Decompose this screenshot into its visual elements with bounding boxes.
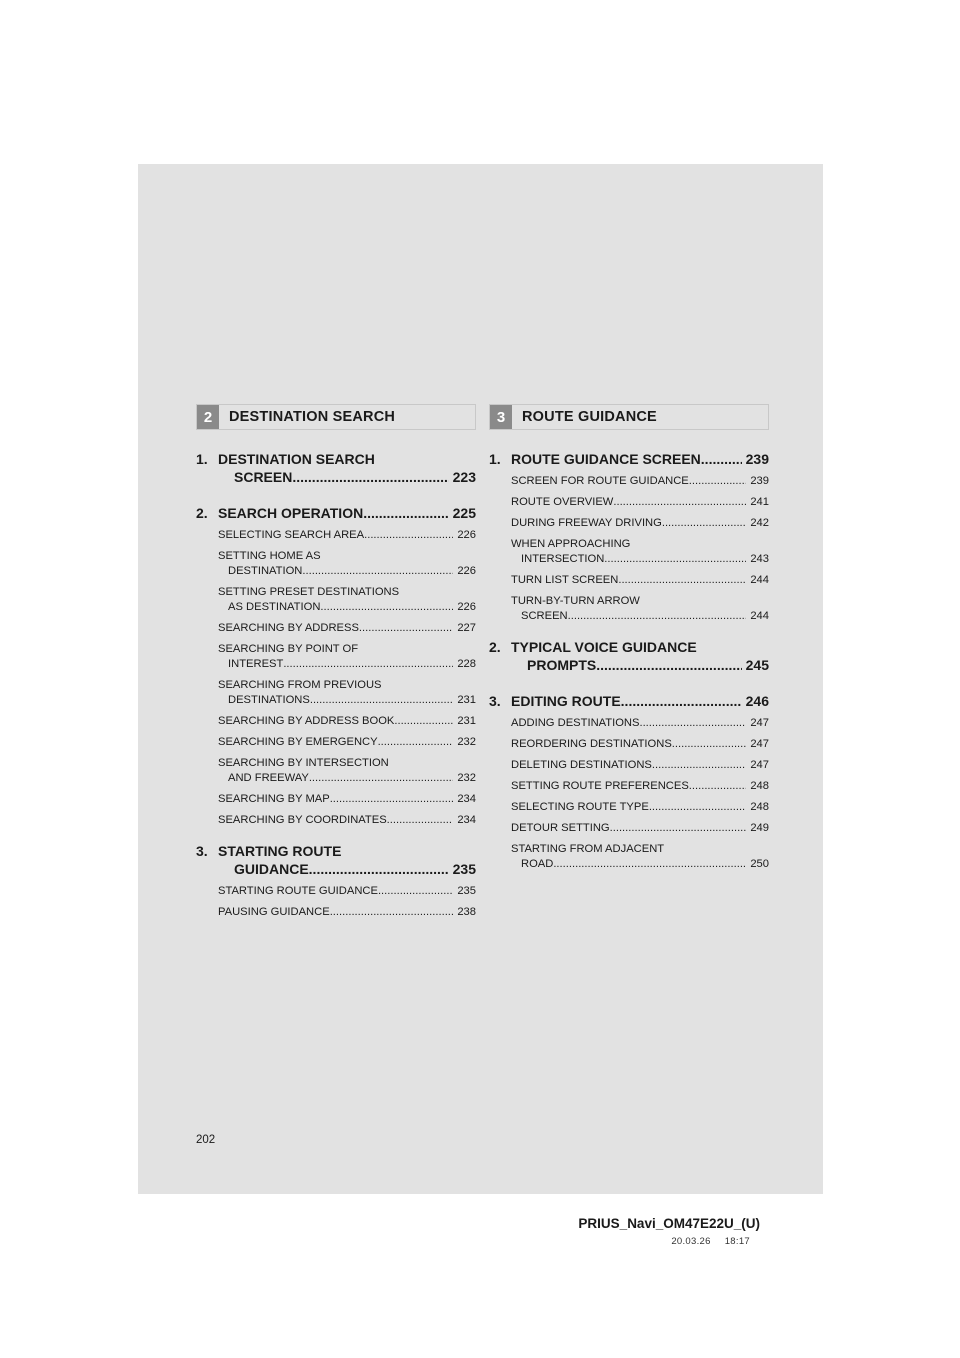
chapter-line <box>489 450 769 468</box>
document-time: 18:17 <box>724 1236 750 1247</box>
leader-dots <box>639 716 746 731</box>
subentry-page: 247 <box>750 717 769 729</box>
leader-dots <box>621 692 742 710</box>
chapter-line <box>489 638 769 656</box>
subentry-line <box>511 779 769 794</box>
leader-dots <box>310 693 453 708</box>
chapter-title: ROUTE GUIDANCE SCREEN <box>511 451 701 467</box>
toc-subentry[interactable] <box>218 813 476 828</box>
toc-subentry[interactable] <box>218 678 476 708</box>
subentry-title-continued: SCREEN <box>521 610 568 622</box>
subentry-line <box>218 657 476 672</box>
subentry-title: DETOUR SETTING <box>511 822 610 834</box>
subentry-line <box>511 552 769 567</box>
subentry-title: STARTING ROUTE GUIDANCE <box>218 885 378 897</box>
leader-dots <box>610 821 747 836</box>
subentry-line <box>218 678 476 693</box>
document-id: PRIUS_Navi_OM47E22U_(U) <box>578 1216 760 1231</box>
subentry-title: STARTING FROM ADJACENT <box>511 843 665 855</box>
chapter-title-continued: GUIDANCE <box>234 861 309 877</box>
chapter-title: TYPICAL VOICE GUIDANCE <box>511 639 697 655</box>
toc-chapter-entry[interactable] <box>489 638 769 674</box>
chapter-number: 1. <box>196 451 208 467</box>
toc-subentry[interactable] <box>218 735 476 750</box>
toc-subentry[interactable] <box>218 549 476 579</box>
chapter-title: SEARCH OPERATION <box>218 505 364 521</box>
subentry-page: 239 <box>750 475 769 487</box>
subentry-title: SEARCHING BY ADDRESS <box>218 622 359 634</box>
subentry-page: 238 <box>457 906 476 918</box>
leader-dots <box>613 495 746 510</box>
leader-dots <box>553 857 746 872</box>
toc-chapter-entry[interactable] <box>196 842 476 878</box>
subentry-title-continued: DESTINATION <box>228 565 303 577</box>
subentry-title: WHEN APPROACHING <box>511 538 631 550</box>
chapter-page: 225 <box>452 505 476 521</box>
subentry-title-continued: DESTINATIONS <box>228 694 310 706</box>
subentry-title: SELECTING ROUTE TYPE <box>511 801 649 813</box>
subentry-page: 231 <box>457 694 476 706</box>
subentry-line <box>511 573 769 588</box>
toc-subentry[interactable] <box>218 714 476 729</box>
toc-subentry[interactable] <box>511 573 769 588</box>
toc-subentry[interactable] <box>511 516 769 531</box>
chapter-title-text <box>218 504 476 522</box>
document-timestamp <box>671 1236 750 1247</box>
chapter-title-text <box>234 468 476 486</box>
leader-dots <box>330 792 454 807</box>
leader-dots <box>672 737 747 752</box>
toc-subentry[interactable] <box>218 792 476 807</box>
chapter-page: 235 <box>452 861 476 877</box>
toc-subentry[interactable] <box>218 585 476 615</box>
toc-column-destination-search <box>196 404 476 934</box>
toc-subentry[interactable] <box>511 800 769 815</box>
subentry-title: DELETING DESTINATIONS <box>511 759 652 771</box>
toc-subentry[interactable] <box>511 842 769 872</box>
leader-dots <box>309 771 454 786</box>
chapter-line <box>196 450 476 468</box>
document-date: 20.03.26 <box>671 1236 711 1247</box>
toc-subentry[interactable] <box>511 758 769 773</box>
leader-dots <box>363 504 448 522</box>
chapter-line <box>196 468 476 486</box>
chapter-title-continued: SCREEN <box>234 469 293 485</box>
subentry-line <box>218 564 476 579</box>
section-number-badge: 3 <box>490 405 512 429</box>
subentry-page: 247 <box>750 759 769 771</box>
leader-dots <box>394 714 453 729</box>
leader-dots <box>302 564 453 579</box>
leader-dots <box>649 800 747 815</box>
subentry-title: SCREEN FOR ROUTE GUIDANCE <box>511 475 689 487</box>
chapter-page: 223 <box>452 469 476 485</box>
leader-dots <box>701 450 742 468</box>
subentry-line <box>511 609 769 624</box>
subentry-title: TURN LIST SCREEN <box>511 574 619 586</box>
subentry-title: SETTING ROUTE PREFERENCES <box>511 780 689 792</box>
subentry-page: 235 <box>457 885 476 897</box>
subentry-line <box>511 594 769 609</box>
subentry-line <box>511 857 769 872</box>
subentry-page: 227 <box>457 622 476 634</box>
subentry-title: SEARCHING BY MAP <box>218 793 330 805</box>
chapter-page: 245 <box>745 657 769 673</box>
subentry-page: 249 <box>750 822 769 834</box>
chapter-number: 3. <box>196 843 208 859</box>
subentry-title: SEARCHING BY COORDINATES <box>218 814 387 826</box>
toc-subentries <box>218 884 476 920</box>
chapter-line <box>196 842 476 860</box>
leader-dots <box>330 905 454 920</box>
chapter-title-text <box>218 842 476 860</box>
toc-subentry[interactable] <box>218 528 476 543</box>
leader-dots <box>596 656 741 674</box>
subentry-line <box>511 842 769 857</box>
leader-dots <box>618 573 746 588</box>
section-title: ROUTE GUIDANCE <box>522 409 657 425</box>
subentry-line <box>511 516 769 531</box>
subentry-line <box>511 737 769 752</box>
leader-dots <box>689 474 747 489</box>
toc-subentry[interactable] <box>511 474 769 489</box>
chapter-line <box>489 656 769 674</box>
subentry-page: 242 <box>750 517 769 529</box>
subentry-line <box>511 495 769 510</box>
chapter-title: EDITING ROUTE <box>511 693 621 709</box>
toc-subentry[interactable] <box>218 884 476 899</box>
subentry-title-continued: AS DESTINATION <box>228 601 321 613</box>
subentry-title: PAUSING GUIDANCE <box>218 906 330 918</box>
subentry-title: REORDERING DESTINATIONS <box>511 738 672 750</box>
subentry-line <box>218 642 476 657</box>
subentry-page: 232 <box>457 772 476 784</box>
leader-dots <box>662 516 746 531</box>
page-number: 202 <box>196 1134 216 1146</box>
leader-dots <box>364 528 453 543</box>
toc-subentries <box>511 474 769 624</box>
chapter-number: 3. <box>489 693 501 709</box>
toc-subentry[interactable] <box>511 779 769 794</box>
subentry-page: 228 <box>457 658 476 670</box>
toc-entries <box>196 450 476 920</box>
toc-subentry[interactable] <box>511 594 769 624</box>
subentry-page: 226 <box>457 601 476 613</box>
chapter-title-text <box>511 638 769 656</box>
chapter-title-text <box>218 450 476 468</box>
toc-chapter-entry[interactable] <box>489 692 769 710</box>
subentry-title: SEARCHING BY INTERSECTION <box>218 757 389 769</box>
subentry-title: TURN-BY-TURN ARROW <box>511 595 640 607</box>
chapter-title-text <box>234 860 476 878</box>
leader-dots <box>568 609 747 624</box>
toc-subentry[interactable] <box>511 737 769 752</box>
subentry-line <box>511 537 769 552</box>
subentry-line <box>218 600 476 615</box>
subentry-line <box>511 821 769 836</box>
toc-subentry[interactable] <box>511 495 769 510</box>
subentry-page: 226 <box>457 565 476 577</box>
toc-subentry[interactable] <box>218 756 476 786</box>
subentry-line <box>218 549 476 564</box>
leader-dots <box>359 621 453 636</box>
subentry-title: SEARCHING FROM PREVIOUS <box>218 679 382 691</box>
toc-chapter-entry[interactable] <box>489 450 769 468</box>
subentry-page: 243 <box>750 553 769 565</box>
subentry-line <box>218 693 476 708</box>
subentry-title: SELECTING SEARCH AREA <box>218 529 365 541</box>
subentry-title: SETTING HOME AS <box>218 550 321 562</box>
leader-dots <box>652 758 746 773</box>
subentry-line <box>218 905 476 920</box>
toc-subentries <box>218 528 476 828</box>
leader-dots <box>378 735 454 750</box>
subentry-title: ROUTE OVERVIEW <box>511 496 614 508</box>
subentry-line <box>218 735 476 750</box>
subentry-title: SETTING PRESET DESTINATIONS <box>218 586 400 598</box>
subentry-line <box>218 813 476 828</box>
toc-entries <box>489 450 769 872</box>
toc-subentry[interactable] <box>218 642 476 672</box>
subentry-title-continued: INTEREST <box>228 658 284 670</box>
chapter-line <box>489 692 769 710</box>
chapter-title-continued: PROMPTS <box>527 657 597 673</box>
subentry-line <box>218 884 476 899</box>
toc-column-route-guidance <box>489 404 769 886</box>
leader-dots <box>309 860 449 878</box>
subentry-line <box>511 800 769 815</box>
toc-subentry[interactable] <box>511 821 769 836</box>
subentry-page: 248 <box>750 801 769 813</box>
chapter-line <box>196 860 476 878</box>
leader-dots <box>292 468 448 486</box>
toc-subentry[interactable] <box>218 621 476 636</box>
subentry-title-continued: AND FREEWAY <box>228 772 309 784</box>
toc-subentry[interactable] <box>511 537 769 567</box>
subentry-line <box>218 714 476 729</box>
subentry-line <box>218 585 476 600</box>
leader-dots <box>387 813 454 828</box>
subentry-line <box>218 792 476 807</box>
subentry-title-continued: ROAD <box>521 858 554 870</box>
subentry-line <box>218 621 476 636</box>
subentry-page: 250 <box>750 858 769 870</box>
subentry-title: SEARCHING BY EMERGENCY <box>218 736 378 748</box>
section-header <box>489 404 769 430</box>
toc-subentry[interactable] <box>511 716 769 731</box>
subentry-page: 248 <box>750 780 769 792</box>
subentry-line <box>511 474 769 489</box>
subentry-line <box>218 771 476 786</box>
section-header <box>196 404 476 430</box>
chapter-title-text <box>527 656 769 674</box>
subentry-page: 231 <box>457 715 476 727</box>
chapter-line <box>196 504 476 522</box>
chapter-title-text <box>511 450 769 468</box>
subentry-page: 244 <box>750 574 769 586</box>
chapter-number: 2. <box>489 639 501 655</box>
subentry-page: 234 <box>457 814 476 826</box>
subentry-page: 244 <box>750 610 769 622</box>
leader-dots <box>320 600 453 615</box>
subentry-page: 241 <box>750 496 769 508</box>
subentry-page: 226 <box>457 529 476 541</box>
subentry-line <box>218 756 476 771</box>
subentry-line <box>511 716 769 731</box>
chapter-title: STARTING ROUTE <box>218 843 342 859</box>
chapter-title: DESTINATION SEARCH <box>218 451 375 467</box>
subentry-title: SEARCHING BY POINT OF <box>218 643 359 655</box>
toc-chapter-entry[interactable] <box>196 450 476 486</box>
section-number-badge: 2 <box>197 405 219 429</box>
section-title: DESTINATION SEARCH <box>229 409 396 425</box>
subentry-page: 232 <box>457 736 476 748</box>
chapter-number: 2. <box>196 505 208 521</box>
toc-subentry[interactable] <box>218 905 476 920</box>
leader-dots <box>604 552 746 567</box>
leader-dots <box>283 657 453 672</box>
toc-subentries <box>511 716 769 872</box>
subentry-line <box>511 758 769 773</box>
subentry-title-continued: INTERSECTION <box>521 553 605 565</box>
subentry-page: 247 <box>750 738 769 750</box>
chapter-page: 246 <box>745 693 769 709</box>
subentry-line <box>218 528 476 543</box>
subentry-title: DURING FREEWAY DRIVING <box>511 517 662 529</box>
subentry-page: 234 <box>457 793 476 805</box>
subentry-title: ADDING DESTINATIONS <box>511 717 640 729</box>
subentry-title: SEARCHING BY ADDRESS BOOK <box>218 715 395 727</box>
chapter-page: 239 <box>745 451 769 467</box>
leader-dots <box>689 779 747 794</box>
toc-chapter-entry[interactable] <box>196 504 476 522</box>
chapter-number: 1. <box>489 451 501 467</box>
leader-dots <box>378 884 453 899</box>
chapter-title-text <box>511 692 769 710</box>
